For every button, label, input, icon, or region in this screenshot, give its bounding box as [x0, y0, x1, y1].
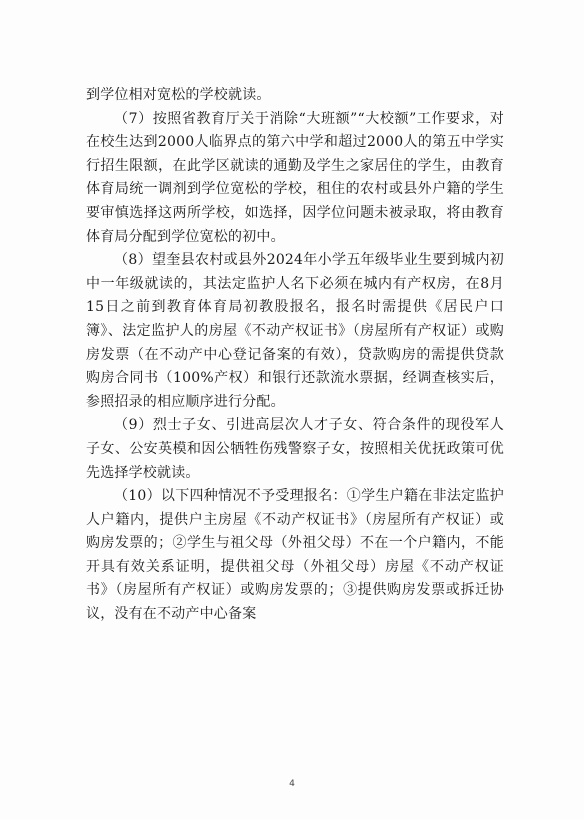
- page-number: 4: [289, 779, 295, 789]
- paragraph-item-9: （9）烈士子女、引进高层次人才子女、符合条件的现役军人子女、公安英模和因公牺牲伤残警察子女，按照相关优抚政策可优先选择学校就读。: [86, 417, 504, 481]
- document-body: [86, 84, 504, 627]
- paragraph-item-8: （8）望奎县农村或县外2024年小学五年级毕业生要到城内初中一年级就读的，其法定监护人名下必须在城内有产权房，在8月15日之前到教育体育局初教股报名，报名时需提供《居民户口簿》、法定监护人的房屋《不动产权证书》（房屋所有产权证）或购房发票（在不动产中心登记备案的有效），贷款购房的需提供贷款购房合同书（100%产权）和银行还款流水票据，经调查核实后，参照招录的相应顺序进行分配。: [86, 252, 504, 410]
- paragraph-item-7: （7）按照省教育厅关于消除“大班额”“大校额”工作要求，对在校生达到2000人临界点的第六中学和超过2000人的第五中学实行招生限额，在此学区就读的通勤及学生之家居住的学生，由教育体育局统一调剂到学位宽松的学校，租住的农村或县外户籍的学生要审慎选择这两所学校，如选择，因学位问题未被录取，将由教育体育局分配到学位宽松的初中。: [86, 110, 504, 245]
- paragraph-continuation: 到学位相对宽松的学校就读。: [86, 87, 271, 103]
- paragraph-item-10: （10）以下四种情况不予受理报名：①学生户籍在非法定监护人户籍内，提供户主房屋《不动产权证书》（房屋所有产权证）或购房发票的；②学生与祖父母（外祖父母）不在一个户籍内，不能开具有效关系证明，提供祖父母（外祖父母）房屋《不动产权证书》（房屋所有产权证）或购房发票的；③提供购房发票或拆迁协议，没有在不动产中心备案: [86, 488, 504, 623]
